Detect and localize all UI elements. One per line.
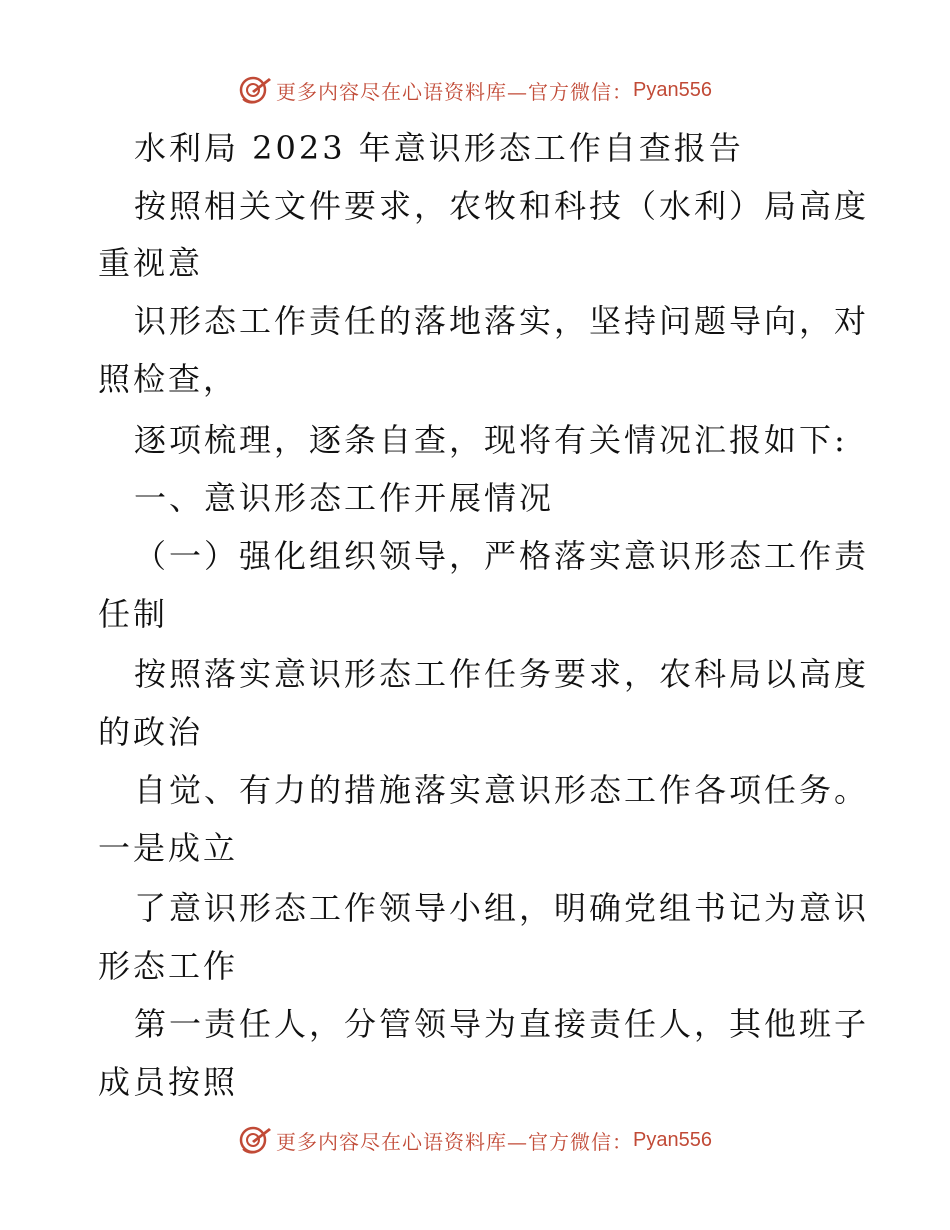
section-heading: 一、意识形态工作开展情况 (134, 479, 555, 517)
paragraph-line: 自觉、有力的措施落实意识形态工作各项任务。 (134, 771, 870, 809)
paragraph-line: 成员按照 (98, 1063, 239, 1101)
paragraph-line: 任制 (98, 595, 169, 633)
pen-logo-icon (238, 74, 272, 106)
paragraph-line: 的政治 (98, 713, 204, 751)
paragraph-line: 重视意 (98, 244, 204, 282)
paragraph-line: 逐项梳理，逐条自查，现将有关情况汇报如下: (134, 421, 848, 459)
paragraph-line: 照检查， (98, 360, 239, 398)
paragraph-line: 一是成立 (98, 829, 239, 867)
watermark-wechat-id: Pyan556 (633, 1128, 712, 1151)
watermark-text: 更多内容尽在心语资料库—官方微信： (276, 1129, 634, 1154)
subsection-heading: （一）强化组织领导，严格落实意识形态工作责 (134, 537, 870, 575)
paragraph-line: 按照落实意识形态工作任务要求，农科局以高度 (134, 655, 870, 693)
watermark-text: 更多内容尽在心语资料库—官方微信： (276, 79, 634, 104)
paragraph-line: 形态工作 (98, 947, 239, 985)
watermark-header (0, 74, 950, 106)
paragraph-line: 第一责任人，分管领导为直接责任人，其他班子 (134, 1005, 870, 1043)
paragraph-line: 了意识形态工作领导小组，明确党组书记为意识 (134, 889, 870, 927)
paragraph-line: 按照相关文件要求，农牧和科技（水利）局高度 (134, 187, 870, 225)
pen-logo-icon (238, 1124, 272, 1156)
watermark-wechat-id: Pyan556 (633, 78, 712, 101)
watermark-footer (0, 1124, 950, 1156)
document-title: 水利局 2023 年意识形态工作自查报告 (134, 129, 744, 167)
paragraph-line: 识形态工作责任的落地落实，坚持问题导向，对 (134, 302, 870, 340)
